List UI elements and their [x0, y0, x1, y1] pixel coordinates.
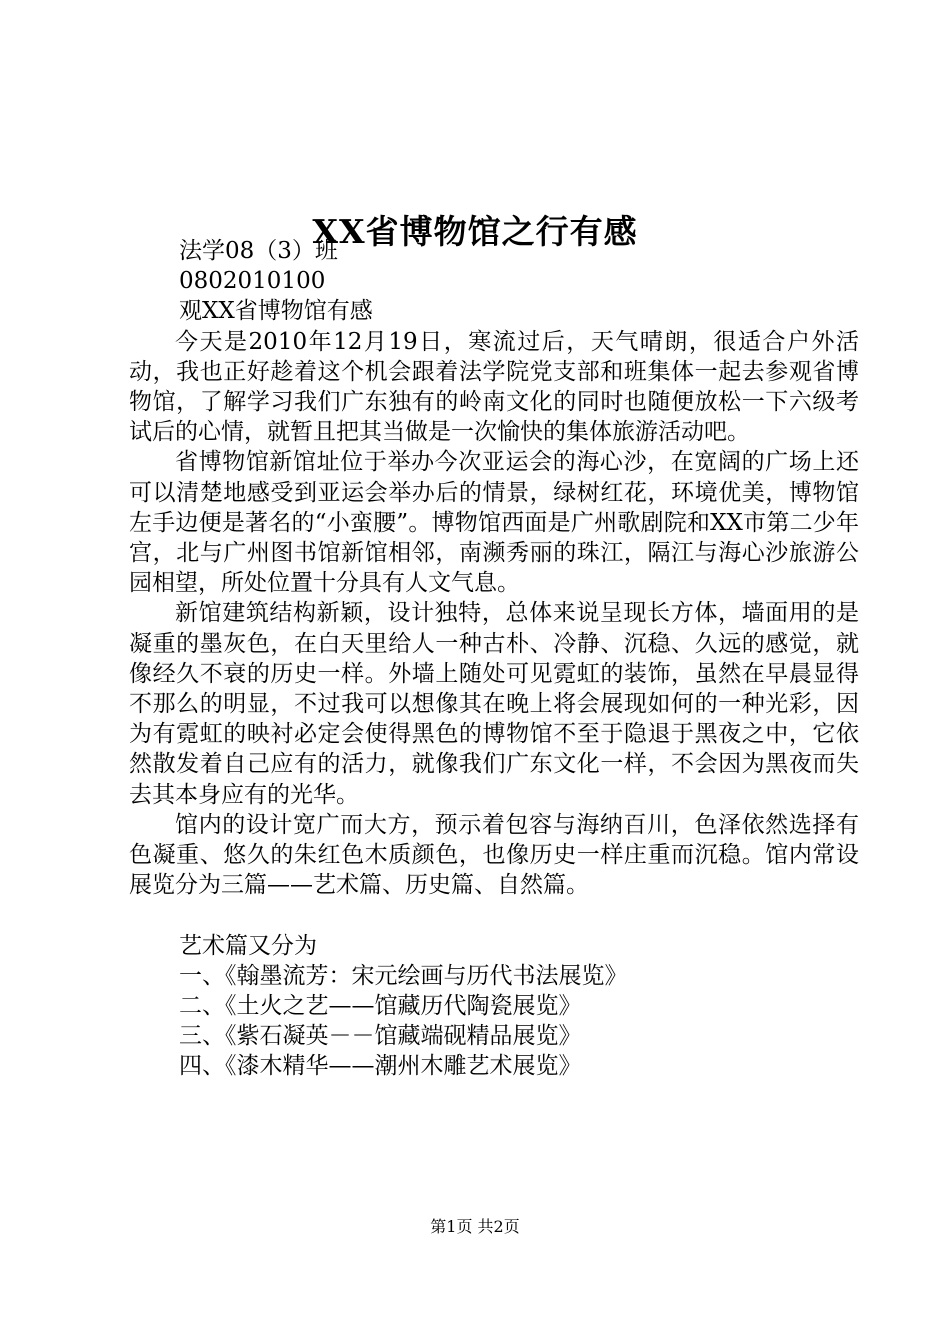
student-id: 0802010100: [179, 268, 326, 295]
paragraph: 馆内的设计宽广而大方，预示着包容与海纳百川，色泽依然选择有色凝重、悠久的朱红色木质颜色，也像历史一样庄重而沉稳。馆内常设展览分为三篇——艺术篇、历史篇、自然篇。: [129, 811, 859, 899]
paragraph: 新馆建筑结构新颖，设计独特，总体来说呈现长方体，墙面用的是凝重的墨灰色，在白天里给人一种古朴、冷静、沉稳、久远的感觉，就像经久不衰的历史一样。外墙上随处可见霓虹的装饰，虽然在早晨显得不那么的明显，不过我可以想像其在晚上将会展现如何的一种光彩，因为有霓虹的映衬必定会使得黑色的博物馆不至于隐退于黑夜之中，它依然散发着自己应有的活力，就像我们广东文化一样，不会因为黑夜而失去其本身应有的光华。: [129, 600, 859, 808]
page-title: XX省博物馆之行有感: [312, 212, 638, 252]
paragraph: 今天是2010年12月19日，寒流过后，天气晴朗，很适合户外活动，我也正好趁着这个机会跟着法学院党支部和班集体一起去参观省博物馆，了解学习我们广东独有的岭南文化的同时也随便放松一下六级考试后的心情，就暂且把其当做是一次愉快的集体旅游活动吧。: [129, 328, 859, 446]
exhibition-item: 四、《漆木精华——潮州木雕艺术展览》: [179, 1053, 582, 1080]
blank-line: [129, 900, 859, 930]
page-footer: 第1页 共2页: [430, 1217, 520, 1236]
essay-subtitle: 观XX省博物馆有感: [179, 298, 373, 325]
class-line: 法学08（3）班: [179, 238, 338, 264]
paragraph: 省博物馆新馆址位于举办今次亚运会的海心沙，在宽阔的广场上还可以清楚地感受到亚运会举办后的情景，绿树红花，环境优美，博物馆左手边便是著名的“小蛮腰”。博物馆西面是广州歌剧院和XX市第二少年宫，北与广州图书馆新馆相邻，南濒秀丽的珠江，隔江与海心沙旅游公园相望，所处位置十分具有人文气息。: [129, 449, 859, 597]
exhibition-item: 三、《紫石凝英－－馆藏端砚精品展览》: [179, 1023, 582, 1050]
document-body: [129, 236, 859, 1082]
art-section-heading: 艺术篇又分为: [179, 932, 317, 959]
exhibition-item: 二、《土火之艺——馆藏历代陶瓷展览》: [179, 993, 582, 1020]
exhibition-item: 一、《翰墨流芳：宋元绘画与历代书法展览》: [179, 962, 628, 989]
